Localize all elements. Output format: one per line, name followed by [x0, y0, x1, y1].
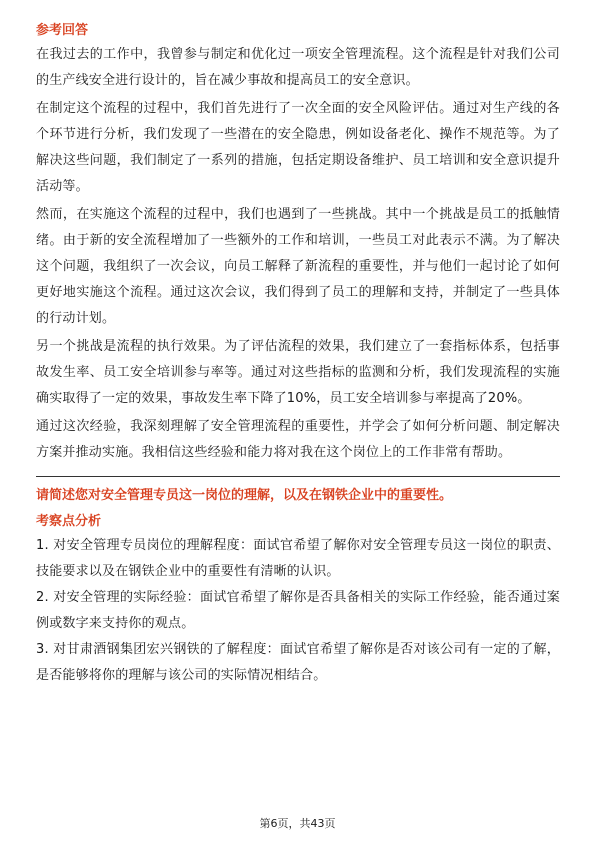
section-divider — [36, 476, 560, 477]
page-number-footer: 第6页，共43页 — [259, 817, 336, 830]
answer-paragraph: 在我过去的工作中，我曾参与制定和优化过一项安全管理流程。这个流程是针对我们公司的生产线安全进行设计的，旨在减少事故和提高员工的安全意识。 — [36, 47, 560, 88]
answer-paragraph: 另一个挑战是流程的执行效果。为了评估流程的效果，我们建立了一套指标体系，包括事故发生率、员工安全培训参与率等。通过对这些指标的监测和分析，我们发现流程的实施确实取得了一定的效果，事故发生率下降了10%，员工安全培训参与率提高了20%。 — [36, 339, 560, 406]
analysis-heading: 考察点分析 — [36, 514, 102, 529]
analysis-list-item: 2. 对安全管理的实际经验：面试官希望了解你是否具备相关的实际工作经验，能否通过案例或数字来支持你的观点。 — [36, 590, 560, 631]
answer-paragraph: 在制定这个流程的过程中，我们首先进行了一次全面的安全风险评估。通过对生产线的各个环节进行分析，我们发现了一些潜在的安全隐患，例如设备老化、操作不规范等。为了解决这些问题，我们制定了一系列的措施，包括定期设备维护、员工培训和安全意识提升活动等。 — [36, 101, 560, 194]
document-page — [36, 20, 560, 689]
analysis-list-item: 1. 对安全管理专员岗位的理解程度：面试官希望了解你对安全管理专员这一岗位的职责、技能要求以及在钢铁企业中的重要性有清晰的认识。 — [36, 538, 560, 579]
answer-paragraph: 然而，在实施这个流程的过程中，我们也遇到了一些挑战。其中一个挑战是员工的抵触情绪。由于新的安全流程增加了一些额外的工作和培训，一些员工对此表示不满。为了解决这个问题，我组织了一次会议，向员工解释了新流程的重要性，并与他们一起讨论了如何更好地实施这个流程。通过这次会议，我们得到了员工的理解和支持，并制定了一些具体的行动计划。 — [36, 207, 560, 326]
answer-paragraph: 通过这次经验，我深刻理解了安全管理流程的重要性，并学会了如何分析问题、制定解决方案并推动实施。我相信这些经验和能力将对我在这个岗位上的工作非常有帮助。 — [36, 419, 560, 460]
analysis-list-item: 3. 对甘肃酒钢集团宏兴钢铁的了解程度：面试官希望了解你是否对该公司有一定的了解，是否能够将你的理解与该公司的实际情况相结合。 — [36, 642, 560, 683]
reference-answer-heading: 参考回答 — [36, 23, 89, 38]
question-heading: 请简述您对安全管理专员这一岗位的理解，以及在钢铁企业中的重要性。 — [36, 488, 453, 503]
